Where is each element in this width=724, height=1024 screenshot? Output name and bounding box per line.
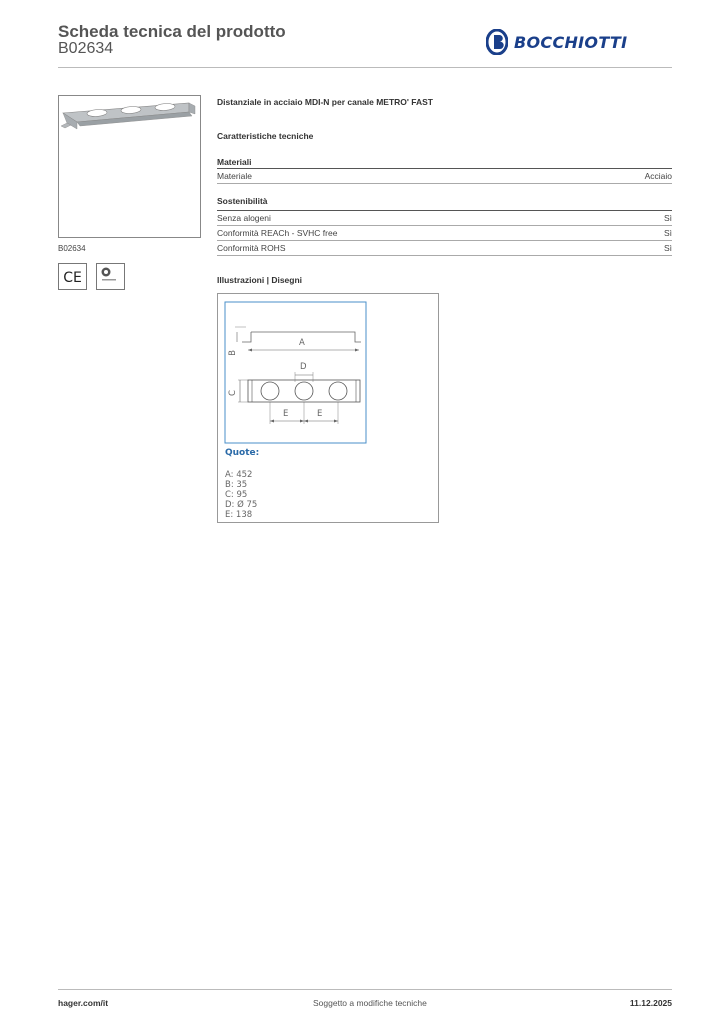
spec-row [217, 241, 672, 256]
spec-key: Senza alogeni [217, 213, 271, 223]
quote-title: Quote: [225, 448, 260, 458]
product-image-caption: B02634 [58, 244, 86, 253]
technical-drawing [217, 293, 439, 523]
spec-row [217, 211, 672, 226]
bocchiotti-logo-icon [486, 29, 508, 55]
product-image [58, 95, 201, 238]
spec-row [217, 226, 672, 241]
dimension-label: A [299, 338, 305, 348]
spec-row [217, 169, 672, 184]
dimension-label: C [227, 390, 238, 396]
brand-name: BOCCHIOTTI [514, 32, 628, 52]
specs-title: Caratteristiche tecniche [217, 131, 314, 141]
spec-value: Sì [663, 228, 672, 238]
spec-value: Acciaio [644, 171, 672, 181]
footer-date: 11.12.2025 [629, 998, 672, 1008]
eco-label-icon [96, 263, 125, 290]
page-title: Scheda tecnica del prodotto [58, 22, 286, 41]
brand-logo [486, 29, 627, 55]
product-code: B02634 [58, 40, 114, 57]
spec-value: Sì [663, 213, 672, 223]
ce-mark-icon [58, 263, 87, 290]
dimension-label: E [317, 409, 323, 419]
spec-key: Conformità REACh - SVHC free [217, 228, 338, 238]
dimension-label: D [300, 362, 307, 372]
dimension-label: B [227, 350, 238, 356]
product-description: Distanziale in acciaio MDI-N per canale METRO' FAST [217, 97, 433, 107]
footer-website-link[interactable]: hager.com/it [58, 998, 109, 1008]
quote-line: C: 95 [225, 490, 248, 500]
illustrations-title: Illustrazioni | Disegni [217, 275, 303, 285]
footer-divider [58, 989, 672, 990]
header-divider [58, 67, 672, 68]
quote-line: E: 138 [225, 510, 253, 520]
spec-key: Materiale [217, 171, 252, 181]
svg-text:CE: CE [63, 270, 82, 286]
quote-line: A: 452 [225, 470, 253, 480]
dimension-label: E [283, 409, 289, 419]
quote-line: B: 35 [225, 480, 248, 490]
spec-value: Sì [663, 243, 672, 253]
footer-notice: Soggetto a modifiche tecniche [313, 998, 427, 1008]
group-title-sostenibilita: Sostenibilità [217, 196, 268, 206]
spec-key: Conformità ROHS [217, 243, 286, 253]
quote-line: D: Ø 75 [225, 500, 258, 510]
group-title-materiali: Materiali [217, 157, 252, 167]
